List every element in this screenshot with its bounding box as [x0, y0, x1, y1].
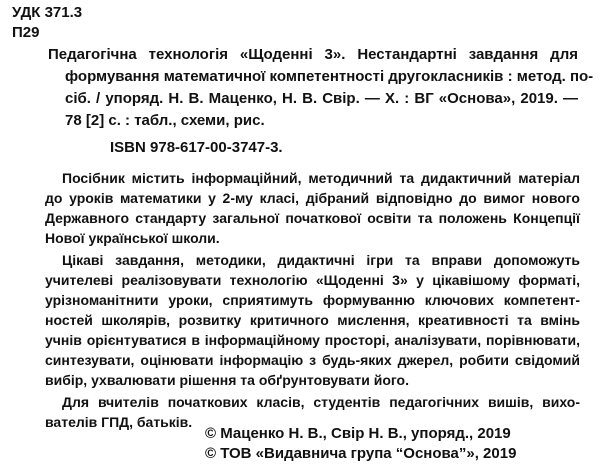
author-mark: П29 [12, 24, 40, 41]
annotation-p2-line-1: Цікаві завдання, методики, дидактичні ігри та вправи допоможуть [62, 252, 580, 268]
annotation-p1-line-3: Державного стандарту загальної початкової освіти та положень Концепції [45, 210, 580, 226]
annotation-p3-line-1: Для вчителів початкових класів, студентів педагогічних вишів, вихо- [62, 394, 580, 410]
annotation-p2-line-2: учителеві реалізовувати технологію «Щоденні 3» у цікавішому форматі, [45, 272, 580, 288]
bibliographic-line-1: Педагогічна технологія «Щоденні 3». Нестандартні завдання для [48, 46, 578, 63]
bibliographic-line-2: формування математичної компетентності другокласників : метод. по- [65, 68, 594, 85]
annotation-p1-line-2: до уроків математики у 2-му класі, дібраний відповідно до вимог нового [45, 190, 580, 206]
copyright-authors: © Маценко Н. В., Свір Н. В., упоряд., 2019 [205, 425, 511, 442]
bibliographic-line-4: 78 [2] с. : табл., схеми, рис. [65, 112, 265, 129]
annotation-p2-line-6: синтезувати, оцінювати інформацію з будь-яких джерел, робити свідомий [45, 352, 580, 368]
isbn: ISBN 978-617-00-3747-3. [110, 139, 283, 156]
annotation-p2-line-5: учнів орієнтуватися в інформаційному просторі, аналізувати, порівнювати, [45, 332, 580, 348]
udc-code: УДК 371.3 [12, 4, 83, 21]
bibliographic-line-3: сіб. / упоряд. Н. В. Маценко, Н. В. Свір. — Х. : ВГ «Основа», 2019. — [65, 90, 578, 107]
annotation-p2-line-7: вибір, ухвалювати рішення та обґрунтовувати його. [45, 372, 409, 388]
annotation-p2-line-3: урізноманітнити уроки, сприятимуть формуванню ключових компетент- [45, 292, 580, 308]
annotation-p3-line-2: вателів ГПД, батьків. [45, 414, 193, 430]
annotation-p1-line-1: Посібник містить інформаційний, методичний та дидактичний матеріал [62, 170, 580, 186]
copyright-publisher: © ТОВ «Видавнича група “Основа”», 2019 [205, 445, 517, 462]
annotation-p2-line-4: ностей школярів, розвитку критичного мислення, креативності та вмінь [45, 312, 580, 328]
annotation-p1-line-4: Нової української школи. [45, 230, 220, 246]
